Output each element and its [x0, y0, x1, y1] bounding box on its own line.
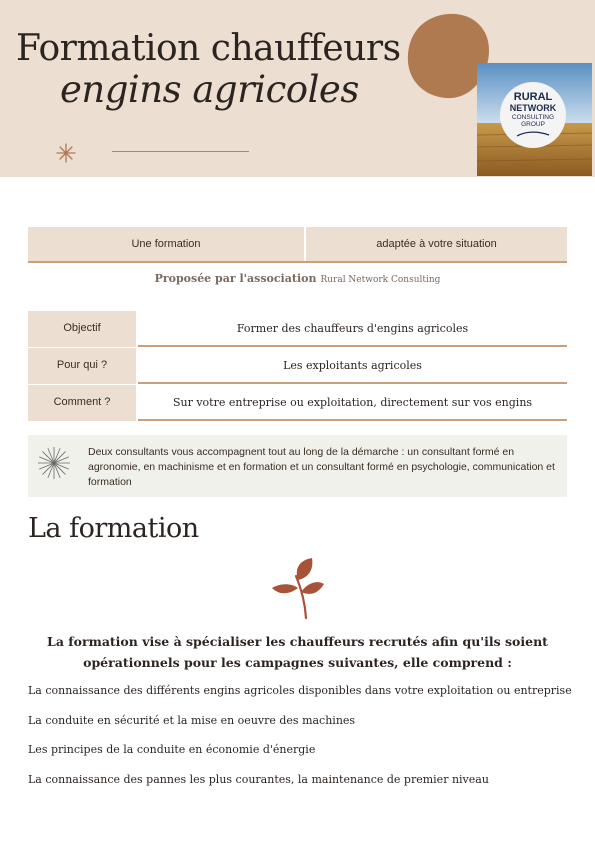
- proposed-label: Proposée par l'association: [154, 272, 317, 285]
- info-value: Les exploitants agricoles: [138, 348, 567, 384]
- sparkle-icon: [56, 143, 76, 163]
- intro-left: Une formation: [131, 238, 201, 250]
- info-row-comment: [28, 385, 567, 421]
- company-logo: [500, 82, 566, 148]
- note-text: Deux consultants vous accompagnent tout au long de la démarche : un consultant formé en agronomie, en machinisme et en formation et un consultant formé en psychologie, communication et formation: [88, 446, 555, 488]
- title-line-1: Formation chauffeurs: [16, 28, 401, 69]
- logo-swoosh-icon: [516, 130, 550, 138]
- header-banner: [0, 0, 595, 177]
- list-item: Les principes de la conduite en économie d'énergie: [28, 743, 316, 756]
- list-item: La conduite en sécurité et la mise en oeuvre des machines: [28, 714, 356, 727]
- info-value: Sur votre entreprise ou exploitation, directement sur vos engins: [138, 385, 567, 421]
- header-divider: [112, 151, 249, 152]
- intro-right: adaptée à votre situation: [376, 238, 497, 250]
- leaf-icon: [268, 558, 324, 620]
- info-label: Objectif: [28, 311, 136, 347]
- proposed-org: Rural Network Consulting: [320, 275, 441, 285]
- info-row-pour-qui: [28, 348, 567, 384]
- info-row-objectif: [28, 311, 567, 347]
- list-item: La connaissance des différents engins agricoles disponibles dans votre exploitation ou entreprise: [28, 684, 572, 697]
- proposed-by: [0, 272, 595, 285]
- title-line-2: engins agricoles: [60, 68, 359, 111]
- starburst-icon: [38, 447, 70, 479]
- info-label: Pour qui ?: [28, 348, 136, 384]
- info-label: Comment ?: [28, 385, 136, 421]
- intro-row: [28, 227, 567, 263]
- consultants-note: [28, 435, 567, 497]
- section-intro: La formation vise à spécialiser les chauffeurs recrutés afin qu'ils soient opérationnels pour les campagnes suivantes, elle comprend :: [47, 634, 548, 670]
- logo-text-3: CONSULTING: [511, 114, 555, 121]
- info-value: Former des chauffeurs d'engins agricoles: [138, 311, 567, 347]
- logo-text-1: RURAL: [513, 91, 553, 103]
- list-item: La connaissance des pannes les plus courantes, la maintenance de premier niveau: [28, 773, 489, 786]
- logo-text-2: NETWORK: [509, 103, 557, 113]
- logo-text-4: GROUP: [521, 121, 545, 128]
- section-title: La formation: [28, 513, 199, 544]
